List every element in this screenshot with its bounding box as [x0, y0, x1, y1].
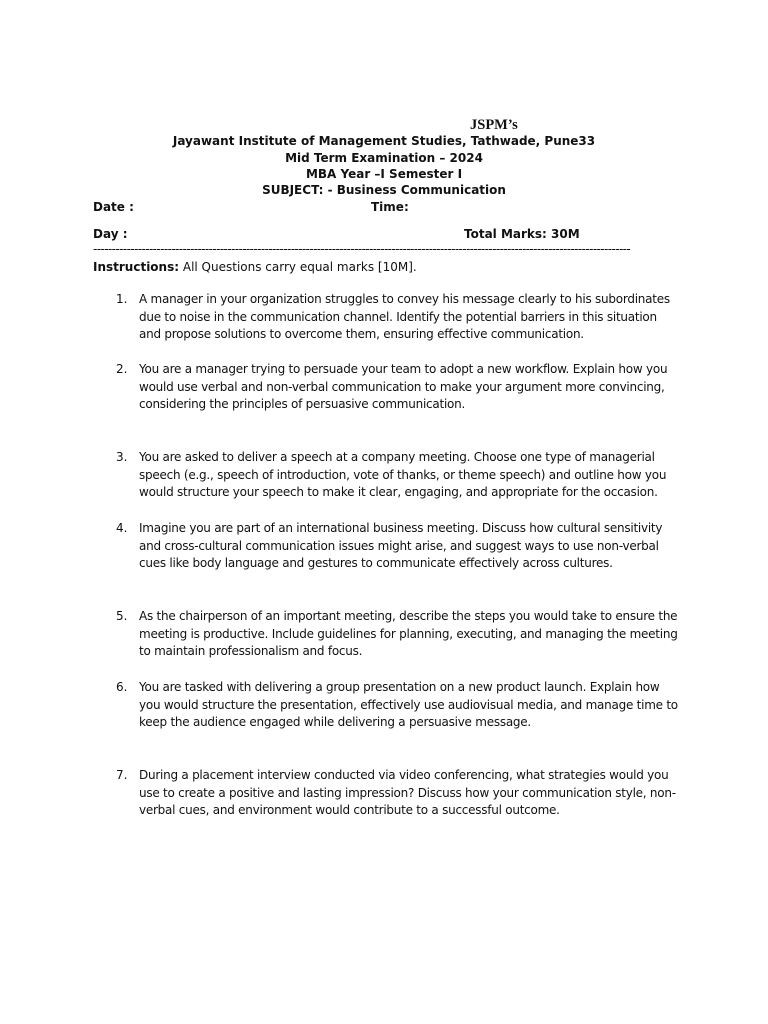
- question-text: A manager in your organization struggles to convey his message clearly to his subordinates due to noise in the communication channel. Identify the potential barriers in this situation and propose solutions to overcome them, ensuring effective communication.: [139, 292, 670, 342]
- instructions: [93, 259, 417, 275]
- date-label: Date :: [93, 200, 134, 214]
- question-number: 7.: [116, 768, 128, 782]
- question-text: You are tasked with delivering a group presentation on a new product launch. Explain how you would structure the presentation, effectively use audiovisual media, and manage time to keep the audience engaged while delivering a persuasive message.: [139, 680, 678, 730]
- question-number: 4.: [116, 521, 128, 535]
- question-text: As the chairperson of an important meeting, describe the steps you would take to ensure the meeting is productive. Include guidelines for planning, executing, and managing the meeting to maintain professionalism and focus.: [139, 609, 678, 659]
- instructions-label: Instructions:: [93, 260, 180, 274]
- time-label: Time:: [371, 200, 409, 214]
- question-text: During a placement interview conducted via video conferencing, what strategies would you use to create a positive and lasting impression? Discuss how your communication style, non-verbal cues, and environment would contribute to a successful outcome.: [139, 768, 676, 818]
- question-text: You are asked to deliver a speech at a company meeting. Choose one type of managerial speech (e.g., speech of introduction, vote of thanks, or theme speech) and outline how you would structure your speech to make it clear, engaging, and appropriate for the occasion.: [139, 450, 667, 500]
- day-label: Day :: [93, 227, 128, 241]
- question-number: 3.: [116, 450, 128, 464]
- year-semester: MBA Year –I Semester I: [305, 167, 463, 181]
- subject-line: SUBJECT: - Business Communication: [262, 183, 506, 197]
- question-number: 2.: [116, 362, 128, 376]
- question-text: You are a manager trying to persuade your team to adopt a new workflow. Explain how you would use verbal and non-verbal communication to make your argument more convincing, considering the principles of persuasive communication.: [139, 362, 668, 412]
- question-number: 5.: [116, 609, 128, 623]
- dashed-separator: ------------------------------------------------------------------------------------------------------------------------------------------------: [93, 242, 631, 256]
- total-marks: Total Marks: 30M: [464, 227, 580, 241]
- org-short-name: JSPM’s: [470, 117, 518, 133]
- question-number: 1.: [116, 292, 128, 306]
- exam-title: Mid Term Examination – 2024: [285, 151, 483, 165]
- institute-name: Jayawant Institute of Management Studies, Tathwade, Pune33: [172, 134, 596, 148]
- question-text: Imagine you are part of an international business meeting. Discuss how cultural sensitivity and cross-cultural communication issues might arise, and suggest ways to use non-verbal cues like body language and gestures to communicate effectively across cultures.: [139, 521, 663, 571]
- instructions-text: All Questions carry equal marks [10M].: [179, 260, 417, 274]
- question-number: 6.: [116, 680, 128, 694]
